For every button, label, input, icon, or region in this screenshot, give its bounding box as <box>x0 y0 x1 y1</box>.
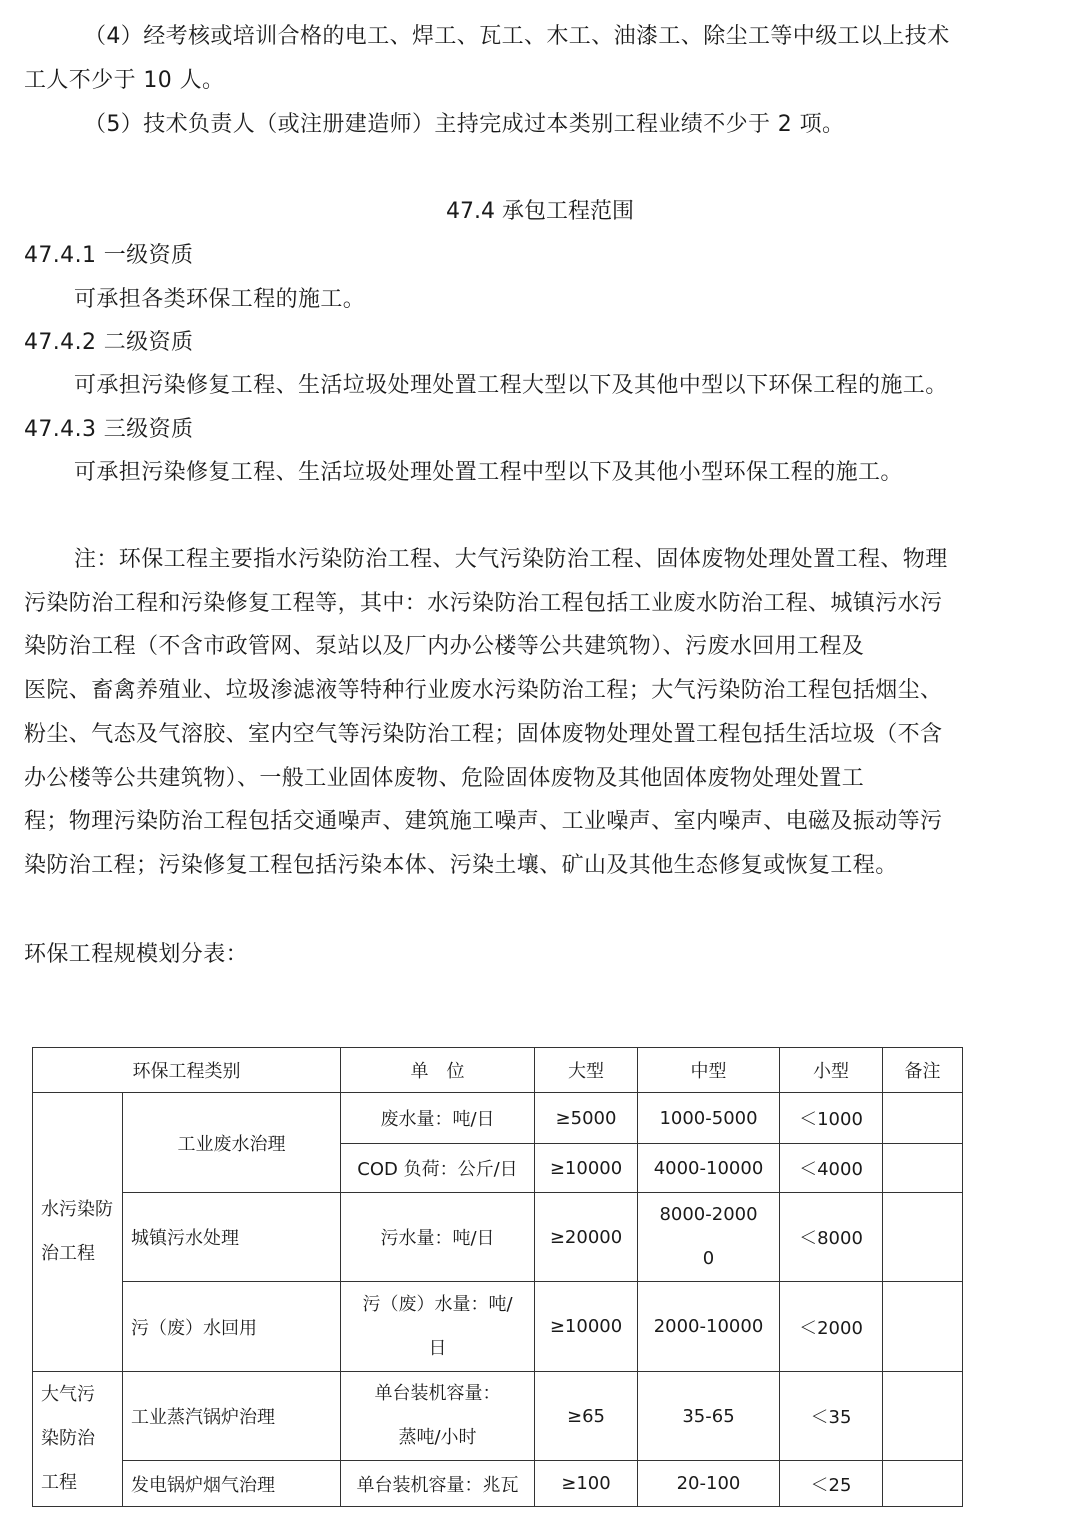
subcategory-industrial-wastewater: 工业废水治理 <box>123 1093 341 1193</box>
table-header-row <box>33 1048 963 1093</box>
large-cell: ≥10000 <box>535 1282 638 1372</box>
item-4-line-1: （4）经考核或培训合格的电工、焊工、瓦工、木工、油漆工、除尘工等中级工以上技术 <box>84 24 950 49</box>
group-air-line: 大气污 <box>41 1384 95 1405</box>
note-line: 污染防治工程和污染修复工程等，其中：水污染防治工程包括工业废水防治工程、城镇污水污 <box>24 591 943 616</box>
item-4-line-2: 工人不少于 10 人。 <box>24 68 225 93</box>
small-cell: ＜1000 <box>780 1093 883 1144</box>
table-row <box>33 1193 963 1282</box>
section-title: 47.4 承包工程范围 <box>446 199 634 224</box>
medium-cell: 2000-10000 <box>638 1282 780 1372</box>
large-cell: ≥100 <box>535 1461 638 1507</box>
header-medium: 中型 <box>638 1048 780 1093</box>
medium-line: 8000-2000 <box>659 1204 758 1225</box>
unit-cell: 单台装机容量：兆瓦 <box>341 1461 535 1507</box>
table-row <box>33 1093 963 1144</box>
remark-cell <box>883 1461 963 1507</box>
unit-line: 单台装机容量： <box>374 1383 501 1404</box>
item-5: （5）技术负责人（或注册建造师）主持完成过本类别工程业绩不少于 2 项。 <box>84 112 845 137</box>
medium-cell: 35-65 <box>638 1372 780 1461</box>
small-cell: ＜25 <box>780 1461 883 1507</box>
table-row <box>33 1282 963 1372</box>
small-cell: ＜35 <box>780 1372 883 1461</box>
subsection-2-title: 47.4.2 二级资质 <box>24 330 194 355</box>
subsection-1-title: 47.4.1 一级资质 <box>24 243 194 268</box>
header-category: 环保工程类别 <box>33 1048 341 1093</box>
large-cell: ≥65 <box>535 1372 638 1461</box>
subsection-3-title: 47.4.3 三级资质 <box>24 417 194 442</box>
medium-cell <box>638 1193 780 1282</box>
small-cell: ＜2000 <box>780 1282 883 1372</box>
subcategory-water-reuse: 污（废）水回用 <box>123 1282 341 1372</box>
unit-cell: COD 负荷：公斤/日 <box>341 1144 535 1193</box>
unit-line: 日 <box>428 1337 447 1359</box>
header-small: 小型 <box>780 1048 883 1093</box>
header-unit: 单 位 <box>341 1048 535 1093</box>
small-cell: ＜4000 <box>780 1144 883 1193</box>
note-line: 医院、畜禽养殖业、垃圾渗滤液等特种行业废水污染防治工程；大气污染防治工程包括烟尘、 <box>24 678 943 703</box>
unit-cell: 废水量：吨/日 <box>341 1093 535 1144</box>
note-line: 办公楼等公共建筑物）、一般工业固体废物、危险固体废物及其他固体废物处理处置工 <box>24 766 865 791</box>
medium-cell: 4000-10000 <box>638 1144 780 1193</box>
large-cell: ≥20000 <box>535 1193 638 1282</box>
unit-line: 蒸吨/小时 <box>398 1427 477 1448</box>
remark-cell <box>883 1282 963 1372</box>
subcategory-power-boiler: 发电锅炉烟气治理 <box>123 1461 341 1507</box>
subsection-3-text: 可承担污染修复工程、生活垃圾处理处置工程中型以下及其他小型环保工程的施工。 <box>74 460 903 485</box>
table-row <box>33 1372 963 1461</box>
group-air <box>33 1372 123 1507</box>
scale-table <box>32 1047 963 1507</box>
note-line: 程；物理污染防治工程包括交通噪声、建筑施工噪声、工业噪声、室内噪声、电磁及振动等污 <box>24 809 943 834</box>
header-remark: 备注 <box>883 1048 963 1093</box>
unit-cell <box>341 1282 535 1372</box>
subsection-2-text: 可承担污染修复工程、生活垃圾处理处置工程大型以下及其他中型以下环保工程的施工。 <box>74 373 948 398</box>
remark-cell <box>883 1372 963 1461</box>
header-large: 大型 <box>535 1048 638 1093</box>
medium-line: 0 <box>702 1248 715 1269</box>
group-water-line: 水污染防 <box>41 1199 113 1220</box>
subcategory-steam-boiler: 工业蒸汽锅炉治理 <box>123 1372 341 1461</box>
group-water <box>33 1093 123 1372</box>
table-caption: 环保工程规模划分表： <box>24 942 249 967</box>
group-air-line: 染防治 <box>41 1428 95 1449</box>
unit-cell: 污水量：吨/日 <box>341 1193 535 1282</box>
remark-cell <box>883 1193 963 1282</box>
large-cell: ≥10000 <box>535 1144 638 1193</box>
subsection-1-text: 可承担各类环保工程的施工。 <box>74 287 366 312</box>
group-water-line: 治工程 <box>41 1243 95 1264</box>
small-cell: ＜8000 <box>780 1193 883 1282</box>
note-line: 染防治工程；污染修复工程包括污染本体、污染土壤、矿山及其他生态修复或恢复工程。 <box>24 853 898 878</box>
remark-cell <box>883 1093 963 1144</box>
subcategory-urban-sewage: 城镇污水处理 <box>123 1193 341 1282</box>
table-row <box>33 1461 963 1507</box>
note-line: 染防治工程（不含市政管网、泵站以及厂内办公楼等公共建筑物）、污废水回用工程及 <box>24 634 865 659</box>
unit-line: 污（废）水量：吨/ <box>362 1293 513 1315</box>
remark-cell <box>883 1144 963 1193</box>
note-line: 粉尘、气态及气溶胶、室内空气等污染防治工程；固体废物处理处置工程包括生活垃圾（不含 <box>24 722 943 747</box>
unit-cell <box>341 1372 535 1461</box>
group-air-line: 工程 <box>41 1472 77 1493</box>
note-line: 注：环保工程主要指水污染防治工程、大气污染防治工程、固体废物处理处置工程、物理 <box>74 547 948 572</box>
medium-cell: 20-100 <box>638 1461 780 1507</box>
large-cell: ≥5000 <box>535 1093 638 1144</box>
medium-cell: 1000-5000 <box>638 1093 780 1144</box>
